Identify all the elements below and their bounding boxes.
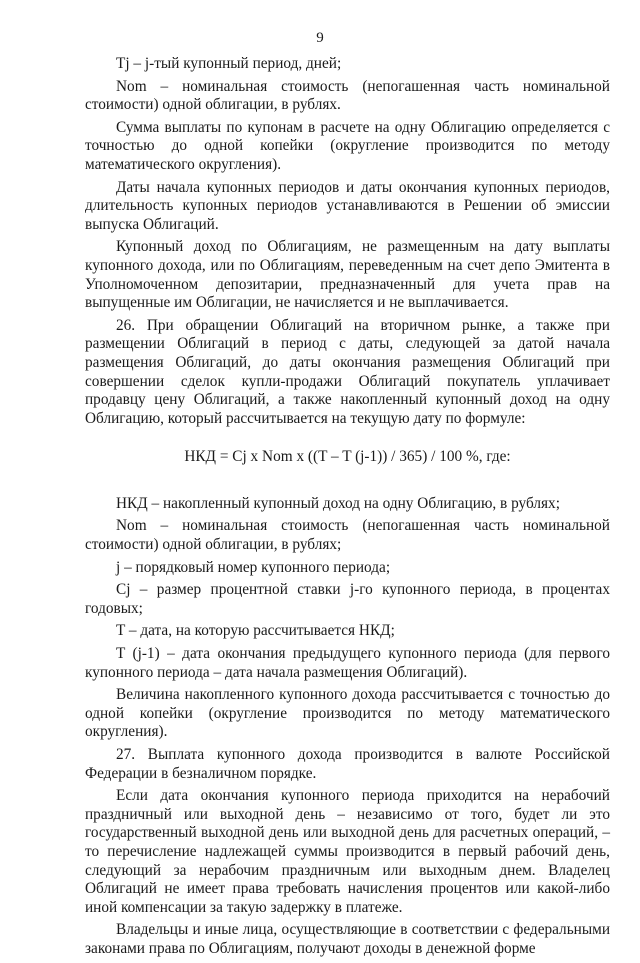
paragraph-bond-owners-income: Владельцы и иные лица, осуществляющие в соответствии с федеральными законами права по Облигациям, получают доходы в денежной форме xyxy=(85,921,610,957)
definition-j: j – порядковый номер купонного периода; xyxy=(116,558,391,576)
paragraph-unplaced-bonds: Купонный доход по Облигациям, не размещенным на дату выплаты купонного дохода, или по Облигациям, переведенным на счет депо Эмитента в Уполномоченном депозитарии, предназначенный для учета прав на выпущенные им Облигации, не начисляется и не выплачивается. xyxy=(85,238,610,312)
definition-t-prev: T (j-1) – дата окончания предыдущего купонного периода (для первого купонного периода – дата начала размещения Облигаций). xyxy=(85,645,610,681)
page-number: 9 xyxy=(316,30,324,46)
paragraph-coupon-period-dates: Даты начала купонных периодов и даты окончания купонных периодов, длительность купонных периодов устанавливаются в Решении об эмиссии выпуска Облигаций. xyxy=(85,178,610,233)
paragraph-nom-definition: Nom – номинальная стоимость (непогашенная часть номинальной стоимости) одной облигации, в рублях. xyxy=(85,77,610,114)
paragraph-coupon-payment-rounding: Сумма выплаты по купонам в расчете на одну Облигацию определяется с точностью до одной копейки (округление производится по методу математического округления). xyxy=(85,118,610,173)
paragraph-non-working-day: Если дата окончания купонного периода приходится на нерабочий праздничный или выходной день – независимо от того, будет ли это государственный выходной день или выходной день для расчетных операций, – то перечисление надлежащей суммы производится в первый рабочий день, следующий за нерабочим праздничным или выходным днем. Владелец Облигаций не имеет права требовать начисления процентов или какой-либо иной компенсации за такую задержку в платеже. xyxy=(85,787,610,916)
definition-nkd: НКД – накопленный купонный доход на одну Облигацию, в рублях; xyxy=(116,494,560,512)
paragraph-nkd-rounding: Величина накопленного купонного дохода рассчитывается с точностью до одной копейки (округление производится по методу математического округления). xyxy=(85,686,610,741)
accrued-interest-formula: НКД = Cj x Nom x ((T – T (j-1)) / 365) / 100 %, где: xyxy=(184,448,511,466)
definition-nom: Nom – номинальная стоимость (непогашенная часть номинальной стоимости) одной облигации, в рублях; xyxy=(85,517,610,554)
definition-cj: Cj – размер процентной ставки j-го купонного периода, в процентах годовых; xyxy=(85,581,610,617)
clause-27: 27. Выплата купонного дохода производится в валюте Российской Федерации в безналичном порядке. xyxy=(85,746,610,782)
paragraph-tj-definition: Tj – j-тый купонный период, дней; xyxy=(116,55,342,72)
definition-t: T – дата, на которую рассчитывается НКД; xyxy=(116,622,395,640)
clause-26: 26. При обращении Облигаций на вторичном рынке, а также при размещении Облигаций в период с даты, следующей за датой начала размещения Облигаций, до даты окончания размещения Облигаций при совершении сделок купли-продажи Облигаций покупатель уплачивает продавцу цену Облигаций, а также накопленный купонный доход на одну Облигацию, который рассчитывается на текущую дату по формуле: xyxy=(85,316,610,427)
document-body xyxy=(85,55,610,963)
